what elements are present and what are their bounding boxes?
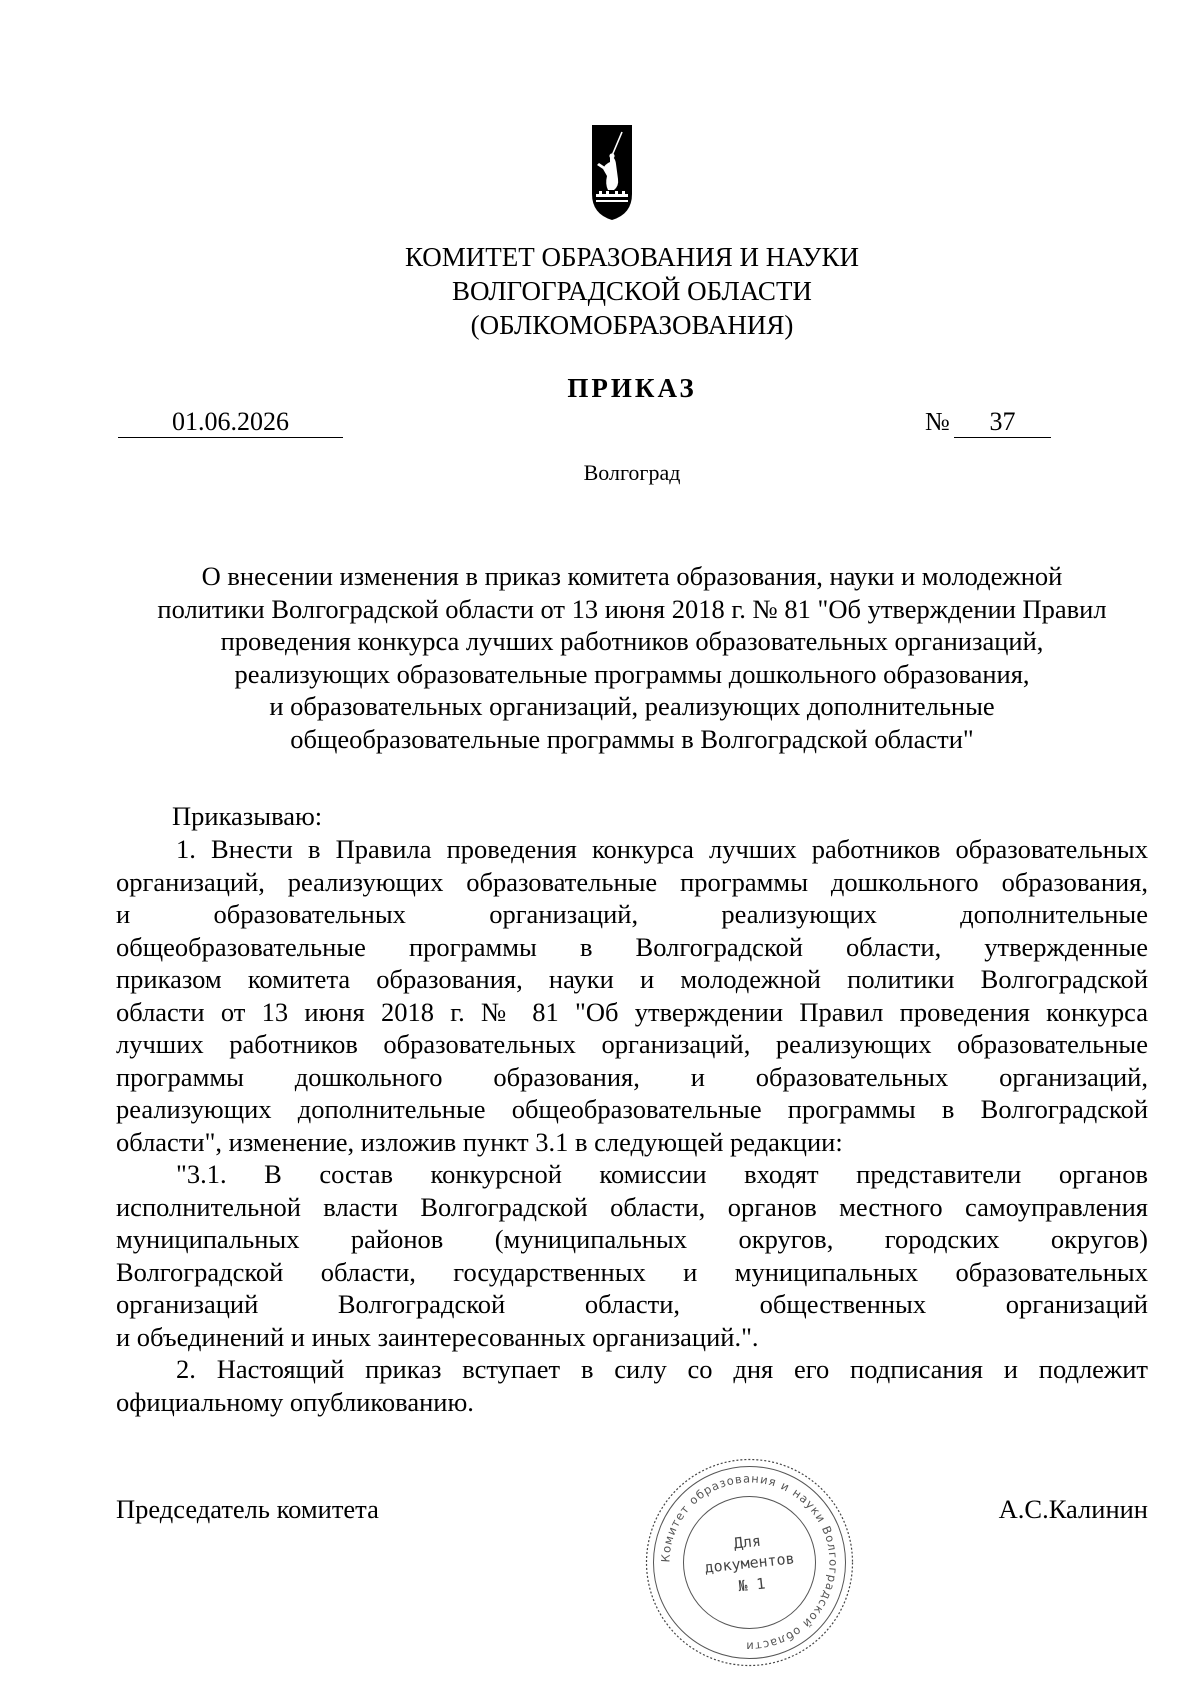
- svg-text:№ 1: № 1: [737, 1574, 767, 1596]
- svg-text:Для: Для: [732, 1531, 762, 1553]
- text-line: 2. Настоящий приказ вступает в силу со дня его подписания и подлежит: [176, 1354, 1148, 1384]
- title-line: и образовательных организаций, реализующих дополнительные: [269, 691, 995, 721]
- paragraph-1: [116, 833, 1148, 1158]
- document-date: 01.06.2026: [118, 407, 343, 438]
- svg-text:документов: документов: [703, 1549, 796, 1577]
- text-line: и объединений и иных заинтересованных организаций.".: [116, 1321, 759, 1352]
- text-line: реализующих дополнительные общеобразовательные программы в Волгоградской: [116, 1094, 1148, 1124]
- coat-of-arms-icon: [591, 124, 633, 221]
- title-line: реализующих образовательные программы дошкольного образования,: [234, 658, 1030, 689]
- text-line: общеобразовательные программы в Волгоградской области, утвержденные: [116, 931, 1148, 962]
- org-name-line-1: КОМИТЕТ ОБРАЗОВАНИЯ И НАУКИ: [404, 242, 860, 272]
- text-line: Волгоградской области, государственных и муниципальных образовательных: [116, 1256, 1148, 1287]
- text-line: и образовательных организаций, реализующих дополнительные: [116, 899, 1148, 929]
- paragraph-3: [116, 1353, 1148, 1418]
- org-name-line-2: ВОЛГОГРАДСКОЙ ОБЛАСТИ: [452, 276, 812, 306]
- svg-text:Комитет образования и науки Во: Комитет образования и науки Волгоградской области: [658, 1471, 841, 1654]
- document-number: 37: [954, 407, 1051, 438]
- org-name-line-3: (ОБЛКОМОБРАЗОВАНИЯ): [470, 310, 794, 340]
- title-line: политики Волгоградской области от 13 июня 2018 г. № 81 "Об утверждении Правил: [157, 593, 1107, 624]
- text-line: организаций, реализующих образовательные программы дошкольного образования,: [116, 866, 1148, 897]
- order-verb: Приказываю:: [172, 801, 323, 831]
- text-line: официальному опубликованию.: [116, 1386, 474, 1417]
- document-type: ПРИКАЗ: [567, 373, 697, 403]
- official-stamp: [642, 1455, 857, 1670]
- number-sign: №: [925, 407, 950, 436]
- signer-name: А.С.Калинин: [998, 1494, 1148, 1524]
- text-line: программы дошкольного образования, и образовательных организаций,: [116, 1061, 1148, 1092]
- text-line: 1. Внести в Правила проведения конкурса лучших работников образовательных: [176, 834, 1148, 864]
- text-line: организаций Волгоградской области, общественных организаций: [116, 1289, 1148, 1319]
- text-line: приказом комитета образования, науки и молодежной политики Волгоградской: [116, 964, 1148, 994]
- document-city: Волгоград: [583, 460, 681, 485]
- text-line: исполнительной власти Волгоградской области, органов местного самоуправления: [116, 1191, 1148, 1222]
- text-line: лучших работников образовательных организаций, реализующих образовательные: [116, 1029, 1148, 1059]
- title-line: общеобразовательные программы в Волгоградской области": [290, 723, 974, 754]
- text-line: области", изменение, изложив пункт 3.1 в следующей редакции:: [116, 1126, 843, 1157]
- signer-position: Председатель комитета: [116, 1494, 379, 1524]
- document-title: [100, 560, 1164, 755]
- title-line: О внесении изменения в приказ комитета образования, науки и молодежной: [201, 561, 1063, 591]
- title-line: проведения конкурса лучших работников образовательных организаций,: [220, 626, 1044, 656]
- text-line: "3.1. В состав конкурсной комиссии входят представители органов: [176, 1159, 1148, 1189]
- text-line: области от 13 июня 2018 г. № 81 "Об утверждении Правил проведения конкурса: [116, 996, 1148, 1027]
- text-line: муниципальных районов (муниципальных округов, городских округов): [116, 1224, 1148, 1254]
- paragraph-2: [116, 1158, 1148, 1353]
